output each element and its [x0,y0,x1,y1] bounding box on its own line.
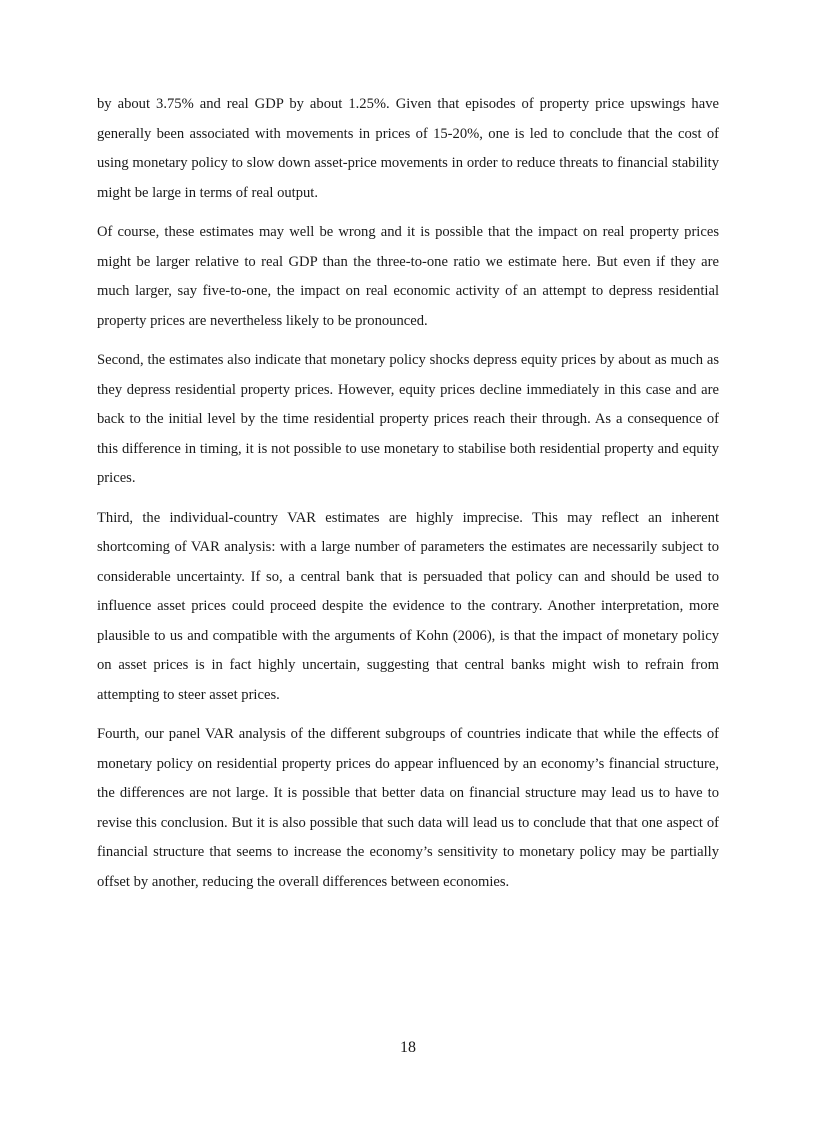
paragraph-1: by about 3.75% and real GDP by about 1.25%. Given that episodes of property price upswings have generally been associated with movements in prices of 15-20%, one is led to conclude that the cost of using monetary policy to slow down asset-price movements in order to reduce threats to financial stability might be large in terms of real output. [97,96,719,201]
page-body [97,90,719,907]
paragraph-2: Of course, these estimates may well be wrong and it is possible that the impact on real property prices might be larger relative to real GDP than the three-to-one ratio we estimate here. But even if they are much larger, say five-to-one, the impact on real economic activity of an attempt to depress residential property prices are nevertheless likely to be pronounced. [97,224,719,329]
paragraph-3: Second, the estimates also indicate that monetary policy shocks depress equity prices by about as much as they depress residential property prices. However, equity prices decline immediately in this case and are back to the initial level by the time residential property prices reach their through. As a consequence of this difference in timing, it is not possible to use monetary to stabilise both residential property and equity prices. [97,352,719,486]
paragraph-5: Fourth, our panel VAR analysis of the different subgroups of countries indicate that while the effects of monetary policy on residential property prices do appear influenced by an economy’s financial structure, the differences are not large. It is possible that better data on financial structure may lead us to have to revise this conclusion. But it is also possible that such data will lead us to conclude that that one aspect of financial structure that seems to increase the economy’s sensitivity to monetary policy may be partially offset by another, reducing the overall differences between economies. [97,726,719,890]
page-number: 18 [400,1039,416,1056]
paragraph-4: Third, the individual-country VAR estimates are highly imprecise. This may reflect an inherent shortcoming of VAR analysis: with a large number of parameters the estimates are necessarily subject to considerable uncertainty. If so, a central bank that is persuaded that policy can and should be used to influence asset prices could proceed despite the evidence to the contrary. Another interpretation, more plausible to us and compatible with the arguments of Kohn (2006), is that the impact of monetary policy on asset prices is in fact highly uncertain, suggesting that central banks might wish to refrain from attempting to steer asset prices. [97,509,719,703]
